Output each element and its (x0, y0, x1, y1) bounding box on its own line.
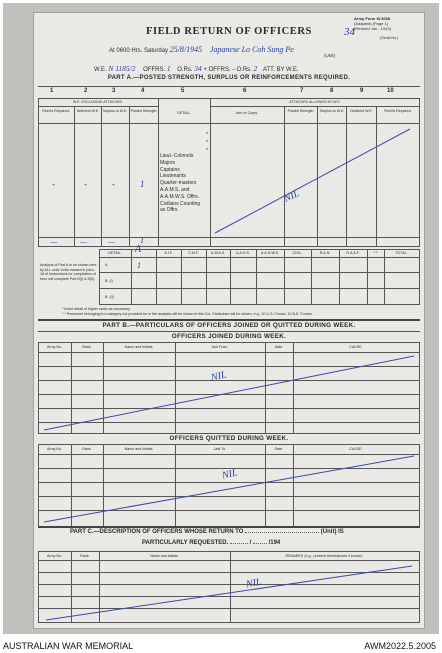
rank-item: Quarter-masters (160, 180, 197, 187)
serial-number-handwritten: 34 (344, 26, 355, 38)
rank-list (160, 153, 200, 214)
quitted-col-head: CAUSE. (349, 447, 363, 451)
part-c-heading: PART C.—DESCRIPTION OF OFFICERS WHOSE RETURN TO (70, 529, 244, 535)
col-head: Rein'ts Required. (42, 109, 70, 113)
rank-item: Captains (160, 166, 180, 173)
joined-col-head: Date. (274, 345, 284, 349)
part-c-col-head: Name and Initials. (150, 554, 179, 558)
unit-label: (Unit) (324, 53, 335, 58)
group-excluding-attached: W.E. EXCLUDING ATTACHED. (72, 100, 124, 104)
analysis-head: R.A.A.F. (346, 251, 360, 255)
rank-item: Lieutenants (160, 173, 186, 180)
nil-handwritten: NIL (210, 369, 228, 384)
part-c-requested: PARTICULARLY REQUESTED. (142, 540, 229, 546)
nil-strike-line (210, 123, 420, 238)
analysis-head: TOTAL. (395, 251, 408, 255)
att-label: ATT. BY W.E. (262, 67, 299, 73)
col-number: 3 (112, 88, 116, 94)
analysis-head: DETAIL. (108, 251, 122, 255)
quitted-col-head: Name and Initials. (124, 447, 154, 451)
quitted-col-head: Army No. (47, 447, 62, 451)
nil-strike-line (38, 560, 420, 623)
analysis-head: A.A.N.S. (236, 251, 250, 255)
form-id-line: Army Form W.3008 (354, 16, 391, 21)
nil-handwritten: NIL (282, 188, 302, 205)
unit-handwritten: Japanese Lo Coh Sung Pe (209, 45, 294, 54)
joined-heading: OFFICERS JOINED DURING WEEK. (171, 333, 287, 340)
col-number: 2 (84, 88, 88, 94)
joined-col-head: Army No. (47, 345, 62, 349)
rank-item: Lieut.-Colonels (160, 153, 194, 159)
col-number-row (38, 88, 420, 96)
at-prefix: At 0600 Hrs. Saturday (109, 48, 169, 54)
entry-handwritten: - (84, 179, 87, 189)
offrs-value-2-handwritten: - (232, 64, 235, 73)
col-number: 9 (360, 88, 364, 94)
nil-strike-line (38, 444, 420, 527)
joined-col-head: Name and Initials. (124, 345, 154, 349)
joined-col-head: Rank. (82, 345, 92, 349)
analysis-row-label: B. (I) (105, 279, 113, 283)
ors-label: O.Rs. (177, 67, 193, 73)
rank-item: A.A.M.W.S. Offrs. (160, 193, 200, 200)
col-number: 1 (50, 88, 54, 94)
quitted-col-head: Date. (274, 447, 284, 451)
at-line (109, 45, 409, 54)
analysis-note: Analysis of Part A to be shown here by ALL units Units marked in para. 18 of Instructions for compilation of form will complete Part B(I) & B(II). (40, 263, 97, 281)
quitted-heading: OFFICERS QUITTED DURING WEEK. (169, 435, 289, 442)
form-id-line: (Adapted) (Page 1) (354, 21, 389, 26)
part-b-heading: PART B.—PARTICULARS OF OFFICERS JOINED OR QUITTED DURING WEEK. (102, 322, 356, 329)
archive-reference: AWM2022.5.2005 (364, 641, 436, 651)
part-c-col-head: Army No. (47, 554, 62, 558)
col-number: 10 (387, 88, 394, 94)
analysis-row-label: A. (105, 263, 109, 267)
part-a-heading: PART A.—POSTED STRENGTH, SURPLUS OR REINFORCEMENTS REQUIRED. (107, 75, 351, 81)
we-label: W.E. (94, 67, 107, 73)
nil-handwritten: NIL (245, 576, 263, 591)
joined-col-head: Unit From. (211, 345, 229, 349)
ors-value-handwritten: 34 (194, 64, 202, 73)
ors-value-2-handwritten: 2 (253, 64, 258, 73)
total-handwritten: — (80, 237, 88, 246)
detail-head: DETAIL. (177, 111, 191, 115)
rank-item: A.A.M.S. and (160, 186, 190, 193)
serial-label: (Serial No.) (380, 36, 399, 40)
offrs-label-2: OFFRS. (208, 67, 231, 73)
col-head: Rein'ts Required. (384, 109, 412, 113)
total-handwritten: 1 (140, 236, 144, 245)
date-handwritten: 25/8 (169, 45, 184, 54)
rank-item: Civilians Counting (160, 200, 201, 207)
col-head: Surplus to W.E. (102, 109, 128, 113)
analysis-head: * * (373, 251, 378, 255)
analysis-head: A.A.M.W.S. (260, 251, 280, 255)
rank-item: Majors (160, 159, 176, 166)
analysis-head: C.M.F. (188, 251, 199, 255)
col-head: Arm or Corps. (235, 111, 259, 115)
analysis-handwritten-value: 1 (137, 261, 141, 270)
total-handwritten: — (50, 237, 58, 246)
field-return-form (33, 12, 425, 629)
offrs-label: OFFRS. (143, 67, 166, 73)
part-c-year-blank: /194 (268, 540, 281, 546)
analysis-head: A.I.F. (164, 251, 173, 255)
footnote: * * Personnel belonging to a category not provided for in the analysis will be shown in this Col. Particulars will be shown, e.g., 20 U.S. Forces. 10 N.E. Forces. (62, 312, 313, 316)
col-head: Deficient W.E. (350, 109, 373, 113)
col-head: Surplus to W.E. (319, 109, 345, 113)
analysis-handwritten: A (135, 244, 142, 255)
we-value-handwritten: N 1185/2 (108, 64, 136, 73)
col-head: Posted Strength. (130, 109, 158, 113)
quitted-col-head: Unit To. (213, 447, 227, 451)
entry-handwritten: - (52, 179, 55, 189)
part-c-unit-is: (Unit) IS (320, 529, 344, 535)
we-line (94, 64, 424, 73)
col-head: Posted Strength. (287, 109, 315, 113)
rank-item: as Offrs. (160, 207, 179, 214)
part-c-date-blank: / (249, 540, 252, 546)
asterisk-marks: * * * (206, 132, 208, 154)
footnote: * Insert detail of higher ranks as necessary. (62, 307, 131, 311)
joined-col-head: CAUSE. (349, 345, 363, 349)
col-head: Deficient W.E. (76, 109, 100, 113)
ors-label-2: O.Rs. (236, 67, 252, 73)
form-id-line: (Revised Jan., 1943) (354, 26, 391, 31)
col-number: 7 (300, 88, 304, 94)
nil-strike-line (38, 342, 420, 433)
col-number: 5 (181, 88, 185, 94)
total-handwritten: — (108, 237, 116, 246)
part-c-col-head: Rank. (80, 554, 90, 558)
archive-credit: AUSTRALIAN WAR MEMORIAL (3, 641, 134, 651)
col-number: 6 (243, 88, 247, 94)
analysis-head: CIVIL. (292, 251, 303, 255)
analysis-head: R.A.N. (319, 251, 331, 255)
year-handwritten: /1945 (183, 45, 203, 54)
part-c-col-head: REMARKS (e.g., present whereabouts if known). (285, 554, 364, 558)
part-c-line-2 (142, 540, 280, 546)
analysis-row-label: B. (II) (105, 295, 114, 299)
group-attached-allowed: ATTACHED ALLOWED BY W.E. (289, 100, 341, 104)
col-number: 4 (141, 88, 145, 94)
quitted-col-head: Rank. (82, 447, 92, 451)
plus-sign: + (203, 67, 207, 73)
col-number: 8 (330, 88, 334, 94)
form-title: FIELD RETURN OF OFFICERS (146, 26, 312, 37)
part-c-line-1 (70, 529, 410, 535)
entry-handwritten: 1 (140, 179, 145, 189)
analysis-head: A.W.A.S. (210, 251, 226, 255)
entry-handwritten: - (112, 179, 115, 189)
offrs-value-handwritten: 1 (166, 64, 171, 73)
nil-handwritten: NIL (221, 467, 239, 482)
